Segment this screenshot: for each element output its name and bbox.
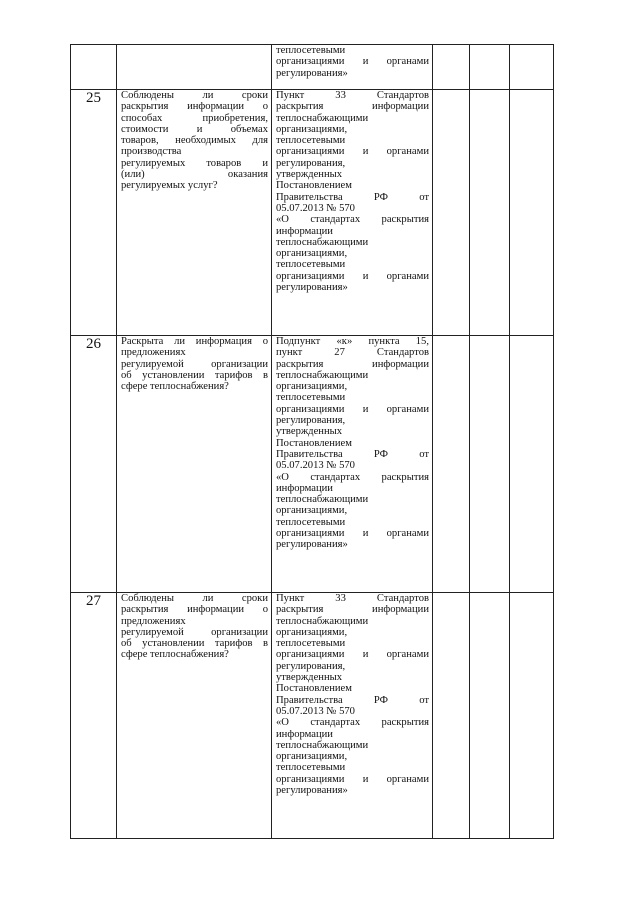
text-line: организациями, [276,123,348,135]
item-number: 25 [86,90,101,106]
question-text [117,90,271,192]
reference-cell [272,336,433,593]
text-line: Раскрыта ли информация о [121,336,268,347]
text-line: организациями и органами [276,56,429,68]
number-cell [71,90,117,336]
text-line: организациями, [276,381,348,393]
text-line: (или) оказания [121,169,268,181]
text-line: 05.07.2013 № 570 [276,460,355,472]
text-line: «О стандартах раскрытия [276,471,429,483]
text-line: Постановлением [276,683,352,695]
text-line: Постановлением [276,437,352,449]
text-line: Подпункт «к» пункта 15, [276,336,429,347]
text-line: сфере теплоснабжения? [121,649,229,661]
question-cell [117,90,272,336]
text-line: Пункт 33 Стандартов [276,90,429,101]
note-cell [510,593,554,839]
text-line: раскрытия информации [276,101,429,113]
answer-no-cell [470,593,510,839]
text-line: теплоснабжающими [276,615,369,627]
text-line: теплосетевыми [276,259,346,271]
question-cell [117,45,272,90]
text-line: регулируемой организации [121,626,268,638]
answer-yes-cell [433,336,470,593]
text-line: организациями и органами [276,146,429,158]
text-line: стоимости и объемах [121,123,268,135]
text-line: Правительства РФ от [276,448,429,460]
question-cell [117,593,272,839]
reference-text [272,593,432,796]
answer-yes-cell [433,45,470,90]
text-line: регулирования» [276,282,348,294]
text-line: сфере теплоснабжения? [121,381,229,393]
reference-cell [272,45,433,90]
text-line: теплосетевыми [276,135,346,147]
note-cell [510,45,554,90]
text-line: предложениях [121,347,186,359]
answer-yes-cell [433,593,470,839]
text-line: раскрытия информации о [121,101,268,113]
text-line: раскрытия информации [276,604,429,616]
table-row [71,90,554,336]
text-line: теплосетевыми [276,392,346,404]
text-line: пункт 27 Стандартов [276,347,429,359]
text-line: регулируемой организации [121,358,268,370]
text-line: Соблюдены ли сроки [121,90,268,101]
text-line: регулирования, [276,660,346,672]
item-number: 27 [86,593,101,609]
table-row [71,593,554,839]
text-line: теплоснабжающими [276,236,369,248]
reference-text [272,336,432,551]
text-line: организациями и органами [276,773,429,785]
question-cell [117,336,272,593]
question-text [117,336,271,392]
text-line: организациями, [276,505,348,517]
text-line: организациями, [276,248,348,260]
text-line: регулирования» [276,539,348,551]
table-row-continuation [71,45,554,90]
text-line: теплосетевыми [276,638,346,650]
text-line: об установлении тарифов в [121,638,268,650]
text-line: информации [276,728,333,740]
text-line: 05.07.2013 № 570 [276,705,355,717]
table-row [71,336,554,593]
number-cell [71,593,117,839]
reference-text [272,90,432,293]
text-line: Правительства РФ от [276,694,429,706]
text-line: организациями и органами [276,403,429,415]
text-line: утвержденных [276,672,343,684]
text-line: 05.07.2013 № 570 [276,202,355,214]
text-line: организациями и органами [276,270,429,282]
text-line: «О стандартах раскрытия [276,717,429,729]
text-line: товаров, необходимых для [121,135,268,147]
reference-cell [272,90,433,336]
text-line: теплосетевыми [276,516,346,528]
text-line: организациями и органами [276,528,429,540]
text-line: регулирования» [276,785,348,797]
answer-no-cell [470,45,510,90]
number-cell [71,45,117,90]
note-cell [510,336,554,593]
text-line: организациями, [276,751,348,763]
text-line: регулирования, [276,415,346,427]
answer-no-cell [470,90,510,336]
text-line: Постановлением [276,180,352,192]
number-cell [71,336,117,593]
text-line: регулирования, [276,157,346,169]
answer-yes-cell [433,90,470,336]
text-line: утвержденных [276,169,343,181]
text-line: регулируемых услуг? [121,180,218,192]
text-line: Правительства РФ от [276,191,429,203]
text-line: организациями и органами [276,649,429,661]
text-line: теплоснабжающими [276,369,369,381]
note-cell [510,90,554,336]
text-line: раскрытия информации [276,358,429,370]
text-line: предложениях [121,615,186,627]
text-line: об установлении тарифов в [121,369,268,381]
text-line: теплоснабжающими [276,494,369,506]
text-line: информации [276,225,333,237]
text-line: информации [276,482,333,494]
question-text [117,593,271,661]
text-line: способах приобретения, [121,112,268,124]
text-line: теплосетевыми [276,762,346,774]
text-line: теплоснабжающими [276,112,369,124]
reference-cell [272,593,433,839]
text-line: Соблюдены ли сроки [121,593,268,604]
text-line: теплоснабжающими [276,739,369,751]
item-number: 26 [86,336,101,352]
text-line: теплосетевыми [276,45,346,56]
text-line: регулируемых товаров и [121,157,268,169]
text-line: раскрытия информации о [121,604,268,616]
text-line: утвержденных [276,426,343,438]
text-line: производства [121,146,182,158]
text-line: «О стандартах раскрытия [276,214,429,226]
answer-no-cell [470,336,510,593]
text-line: организациями, [276,626,348,638]
checklist-table [70,44,554,839]
reference-text [272,45,432,79]
text-line: регулирования» [276,67,348,79]
text-line: Пункт 33 Стандартов [276,593,429,604]
